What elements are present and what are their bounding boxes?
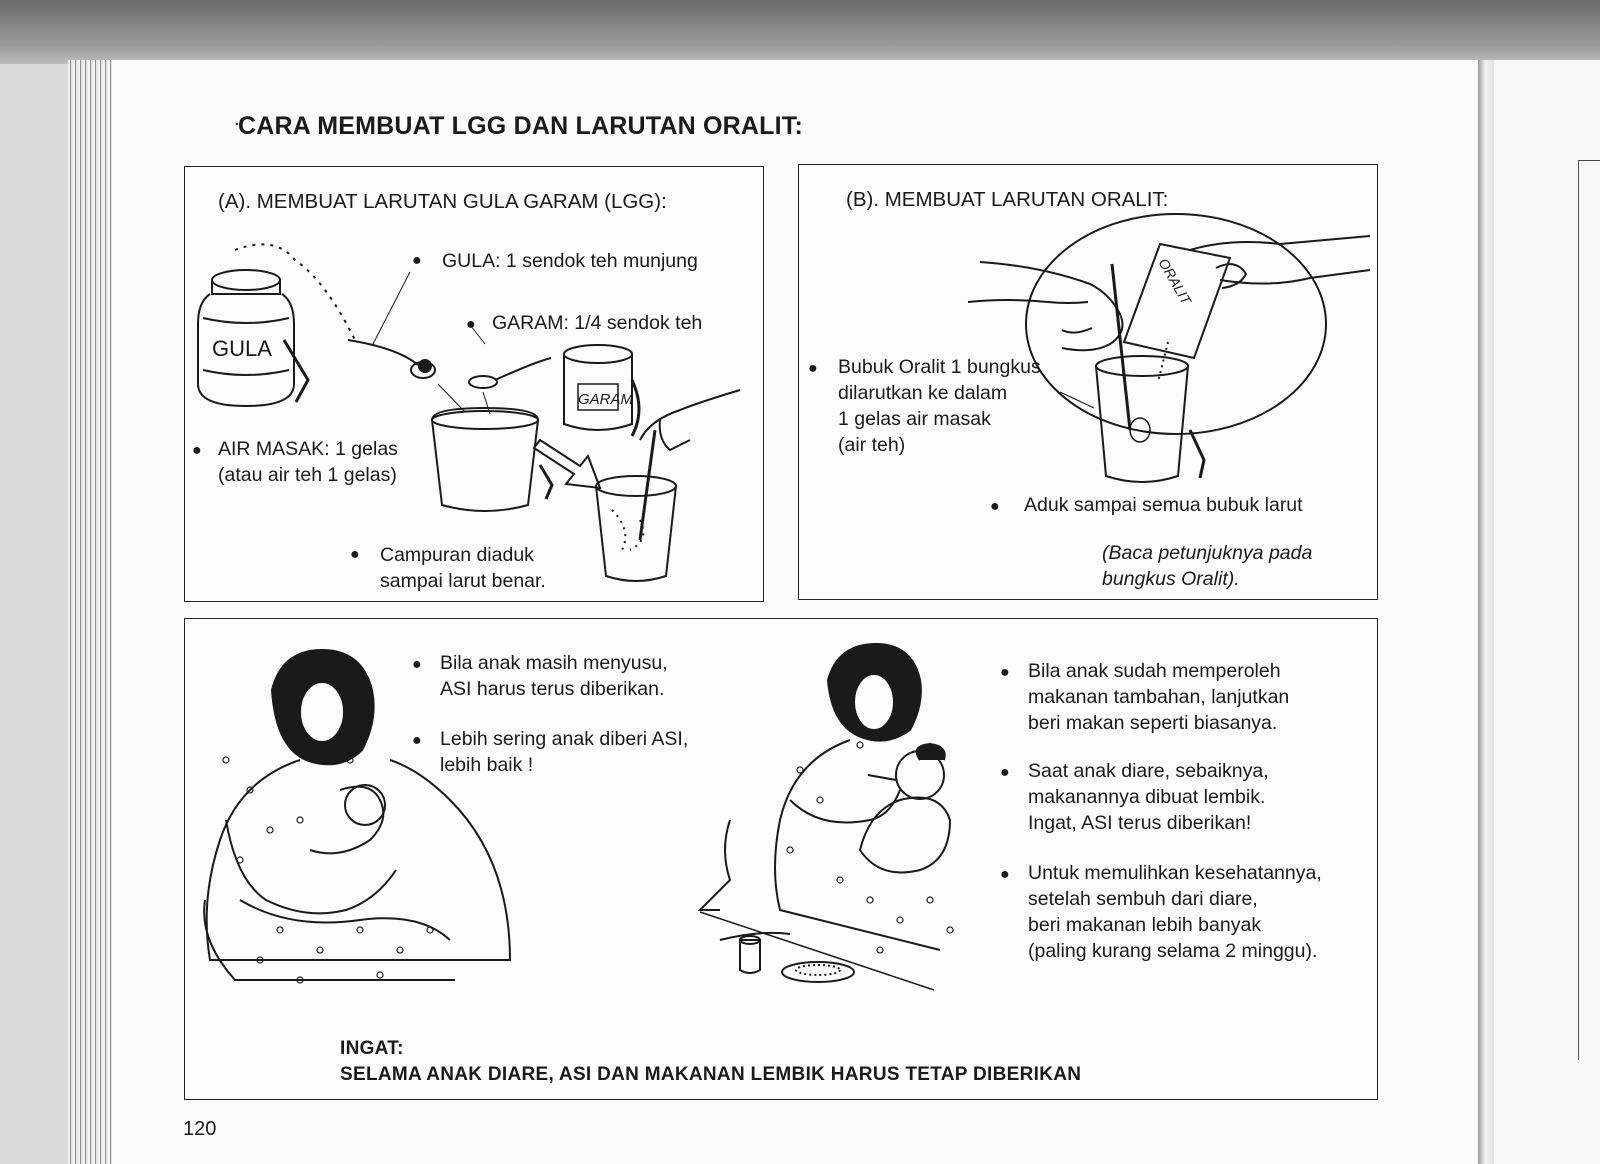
tambahan-line1: Bila anak sudah memperoleh [1028, 660, 1281, 682]
can-label: GARAM [578, 391, 634, 408]
feeding-child-mother-illustration [700, 644, 953, 990]
lebih-sering-line1: Lebih sering anak diberi ASI, [440, 728, 689, 750]
diare-line2: makanannya dibuat lembik. [1028, 786, 1266, 808]
baca-note-line2: bungkus Oralit). [1102, 568, 1240, 590]
arrow-illustration [534, 440, 600, 488]
page-number: 120 [183, 1118, 217, 1140]
section-a-heading: (A). MEMBUAT LARUTAN GULA GARAM (LGG): [218, 190, 667, 213]
campuran-instruction-line1: Campuran diaduk [380, 544, 534, 566]
pulih-line3: beri makanan lebih banyak [1028, 914, 1262, 936]
bullet-garam: ● [466, 316, 476, 333]
section-b-heading: (B). MEMBUAT LARUTAN ORALIT: [846, 188, 1169, 211]
sugar-spoon-illustration [348, 272, 435, 378]
bullet-pulih: ● [1000, 866, 1010, 883]
bullet-menyusu: ● [412, 656, 422, 673]
diare-line3: Ingat, ASI terus diberikan! [1028, 812, 1252, 834]
page-title: CARA MEMBUAT LGG DAN LARUTAN ORALIT: [238, 112, 804, 140]
bullet-lebih-sering: ● [412, 732, 422, 749]
gula-jar-illustration [198, 244, 355, 406]
jar-label: GULA [212, 336, 272, 361]
air-instruction-line1: AIR MASAK: 1 gelas [218, 438, 398, 460]
pulih-line2: setelah sembuh dari diare, [1028, 888, 1258, 910]
bullet-diare: ● [1000, 764, 1010, 781]
bubuk-instruction-line3: 1 gelas air masak [838, 408, 991, 430]
baca-note-line1: (Baca petunjuknya pada [1102, 542, 1313, 564]
bullet-bubuk: ● [808, 360, 818, 377]
bubuk-instruction-line1: Bubuk Oralit 1 bungkus [838, 356, 1041, 378]
bullet-campuran: ● [350, 546, 360, 563]
pulih-line1: Untuk memulihkan kesehatannya, [1028, 862, 1322, 884]
title-dot: . [234, 108, 240, 130]
gula-instruction: GULA: 1 sendok teh munjung [442, 250, 698, 272]
tambahan-line2: makanan tambahan, lanjutkan [1028, 686, 1290, 708]
bullet-tambahan: ● [1000, 664, 1010, 681]
oralit-mixing-illustration [968, 214, 1370, 482]
pulih-line4: (paling kurang selama 2 minggu). [1028, 940, 1318, 962]
bullet-aduk: ● [990, 498, 1000, 515]
tambahan-line3: beri makan seperti biasanya. [1028, 712, 1278, 734]
diare-line1: Saat anak diare, sebaiknya, [1028, 760, 1269, 782]
ingat-title: INGAT: [340, 1038, 404, 1059]
bubuk-instruction-line4: (air teh) [838, 434, 906, 456]
lebih-sering-line2: lebih baik ! [440, 754, 534, 776]
bullet-gula: ● [412, 252, 422, 269]
bullet-air: ● [192, 442, 202, 459]
menyusu-line2: ASI harus terus diberikan. [440, 678, 665, 700]
oralit-packet-label: ORALIT [1155, 255, 1195, 308]
bubuk-instruction-line2: dilarutkan ke dalam [838, 382, 1008, 404]
campuran-instruction-line2: sampai larut benar. [380, 570, 546, 592]
air-instruction-line2: (atau air teh 1 gelas) [218, 464, 397, 486]
garam-instruction: GARAM: 1/4 sendok teh [492, 312, 703, 334]
aduk-instruction: Aduk sampai semua bubuk larut [1024, 494, 1303, 516]
stirring-glass-illustration [596, 390, 740, 581]
ingat-text: SELAMA ANAK DIARE, ASI DAN MAKANAN LEMBIK HARUS TETAP DIBERIKAN [340, 1064, 1082, 1085]
menyusu-line1: Bila anak masih menyusu, [440, 652, 668, 674]
